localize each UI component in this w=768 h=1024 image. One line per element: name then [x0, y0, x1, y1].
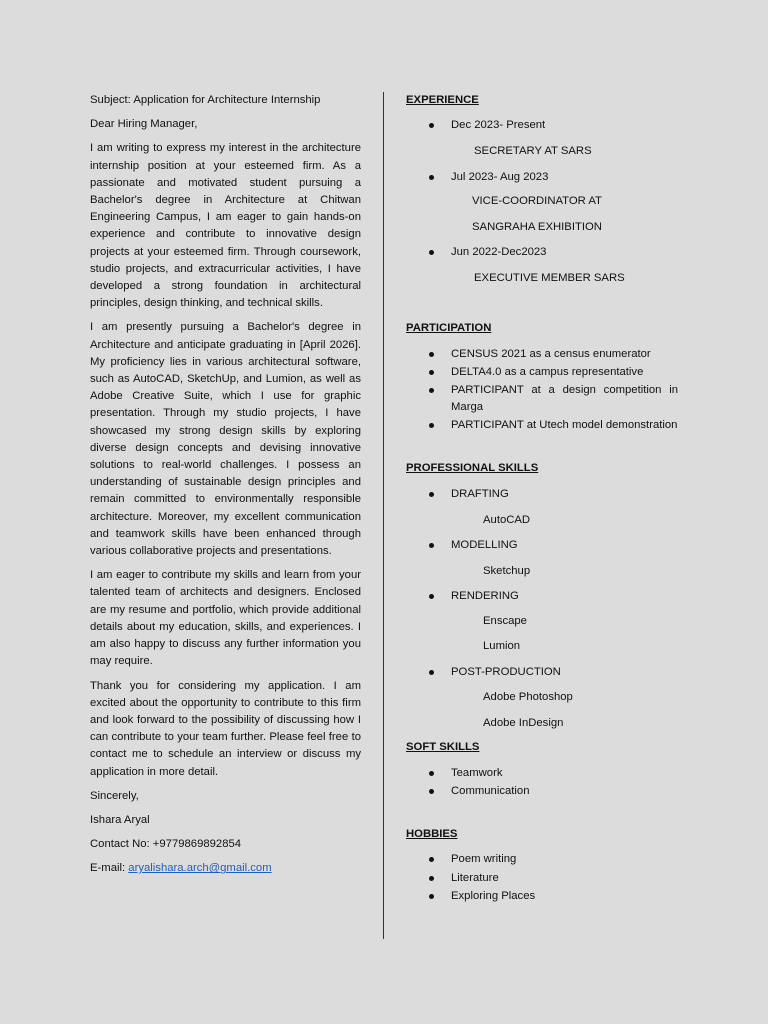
bullet-icon: [429, 370, 434, 375]
soft-skill-item: [451, 783, 529, 800]
bullet-icon: [429, 857, 434, 862]
letter-paragraph-4: Thank you for considering my application. I am excited about the opportunity to contribute to this firm and look forward to the possibility of discussing how I can contribute to your team further. Please feel free to contact me to schedule an interview or discuss my application in more detail.: [90, 679, 361, 778]
letter-email-line: [90, 860, 361, 877]
letter-salutation: Dear Hiring Manager,: [90, 118, 198, 131]
skill-name: MODELLING: [451, 539, 518, 551]
participation-heading: PARTICIPATION: [406, 322, 492, 334]
skill-tool: AutoCAD: [483, 514, 531, 526]
cover-letter: [90, 92, 361, 885]
skill-tool: Adobe InDesign: [483, 717, 564, 729]
letter-subject: Subject: Application for Architecture Internship: [90, 94, 321, 106]
bullet-icon: [429, 123, 434, 128]
hobby-text: Poem writing: [451, 853, 517, 865]
email-link[interactable]: aryalishara.arch@gmail.com: [128, 862, 272, 875]
letter-paragraph-3: I am eager to contribute my skills and learn from your talented team of architects and designers. Enclosed are my resume and portfolio, which provide additional details about my education, skills, and experiences. I am also happy to discuss any further information you may require.: [90, 569, 361, 668]
bullet-icon: [429, 352, 434, 357]
hobby-item: [451, 870, 499, 887]
bullet-icon: [429, 789, 434, 794]
skill-name: RENDERING: [451, 590, 519, 602]
participation-text: CENSUS 2021 as a census enumerator: [451, 348, 651, 360]
experience-item: [451, 244, 546, 261]
bullet-icon: [429, 594, 434, 599]
skill-tool: Adobe Photoshop: [483, 691, 573, 703]
soft-skill-text: Communication: [451, 785, 530, 797]
participation-item: [451, 346, 651, 363]
bullet-icon: [429, 492, 434, 497]
hobby-text: Exploring Places: [451, 890, 536, 902]
skill-item: [451, 486, 509, 503]
soft-skill-item: [451, 765, 502, 782]
soft-skills-heading: SOFT SKILLS: [406, 741, 480, 753]
hobby-item: [451, 851, 516, 868]
email-label: E-mail:: [90, 862, 129, 875]
experience-date: Dec 2023- Present: [451, 119, 546, 131]
participation-text: DELTA4.0 as a campus representative: [451, 366, 644, 378]
participation-item: [451, 364, 643, 381]
letter-paragraph-1: I am writing to express my interest in the architecture internship position at your esteemed firm. As a passionate and motivated student pursuing a Bachelor's degree in Architecture at Chitwan Engineering Campus, I am eager to gain hands-on experience and contribute to innovative design projects at your esteemed firm. Through coursework, studio projects, and extracurricular activities, I have developed a strong foundation in architectural principles, design thinking, and technical skills.: [90, 142, 361, 310]
letter-closing: Sincerely,: [90, 789, 139, 802]
skill-item: [451, 537, 518, 554]
bullet-icon: [429, 250, 434, 255]
soft-skill-text: Teamwork: [451, 767, 503, 779]
experience-item: [451, 117, 545, 134]
bullet-icon: [429, 876, 434, 881]
letter-paragraph-2: I am presently pursuing a Bachelor's degree in Architecture and anticipate graduating in [April 2026]. My proficiency lies in various architectural software, such as AutoCAD, SketchUp, and Lumion, as well as Adobe Creative Suite, which I use for graphic presentation. Through my studio projects, I have showcased my strong design skills by exploring diverse design concepts and devising innovative solutions to real-world challenges. I possess an understanding of sustainable design principles and remain committed to environmentally responsible architecture. Moreover, my excellent communication and teamwork skills have been enhanced through various collaborative projects and presentations.: [90, 321, 361, 558]
skill-tool: Enscape: [483, 615, 527, 627]
bullet-icon: [429, 175, 434, 180]
experience-role: SANGRAHA EXHIBITION: [472, 221, 602, 233]
skill-tool: Lumion: [483, 640, 521, 652]
participation-text: PARTICIPANT at a design competition in Marga: [451, 384, 678, 413]
hobby-item: [451, 888, 535, 905]
bullet-icon: [429, 771, 434, 776]
experience-role: VICE-COORDINATOR AT: [472, 195, 602, 207]
letter-signature-name: Ishara Aryal: [90, 813, 150, 826]
bullet-icon: [429, 670, 434, 675]
skill-name: POST-PRODUCTION: [451, 666, 561, 678]
bullet-icon: [429, 543, 434, 548]
hobby-text: Literature: [451, 872, 499, 884]
skill-item: [451, 588, 519, 605]
skill-name: DRAFTING: [451, 488, 509, 500]
experience-role: EXECUTIVE MEMBER SARS: [474, 272, 625, 284]
bullet-icon: [429, 894, 434, 899]
experience-date: Jun 2022-Dec2023: [451, 246, 547, 258]
professional-skills-heading: PROFESSIONAL SKILLS: [406, 462, 539, 474]
column-divider: [383, 92, 384, 939]
skill-tool: Sketchup: [483, 565, 531, 577]
participation-text: PARTICIPANT at Utech model demonstration: [451, 419, 678, 431]
participation-item: [451, 417, 677, 434]
experience-item: [451, 169, 548, 186]
experience-date: Jul 2023- Aug 2023: [451, 171, 549, 183]
participation-item: [451, 382, 678, 416]
hobbies-heading: HOBBIES: [406, 828, 458, 840]
experience-heading: EXPERIENCE: [406, 94, 479, 106]
bullet-icon: [429, 423, 434, 428]
letter-contact: Contact No: +9779869892854: [90, 838, 242, 851]
skill-item: [451, 664, 561, 681]
experience-role: SECRETARY AT SARS: [474, 145, 592, 157]
bullet-icon: [429, 388, 434, 393]
